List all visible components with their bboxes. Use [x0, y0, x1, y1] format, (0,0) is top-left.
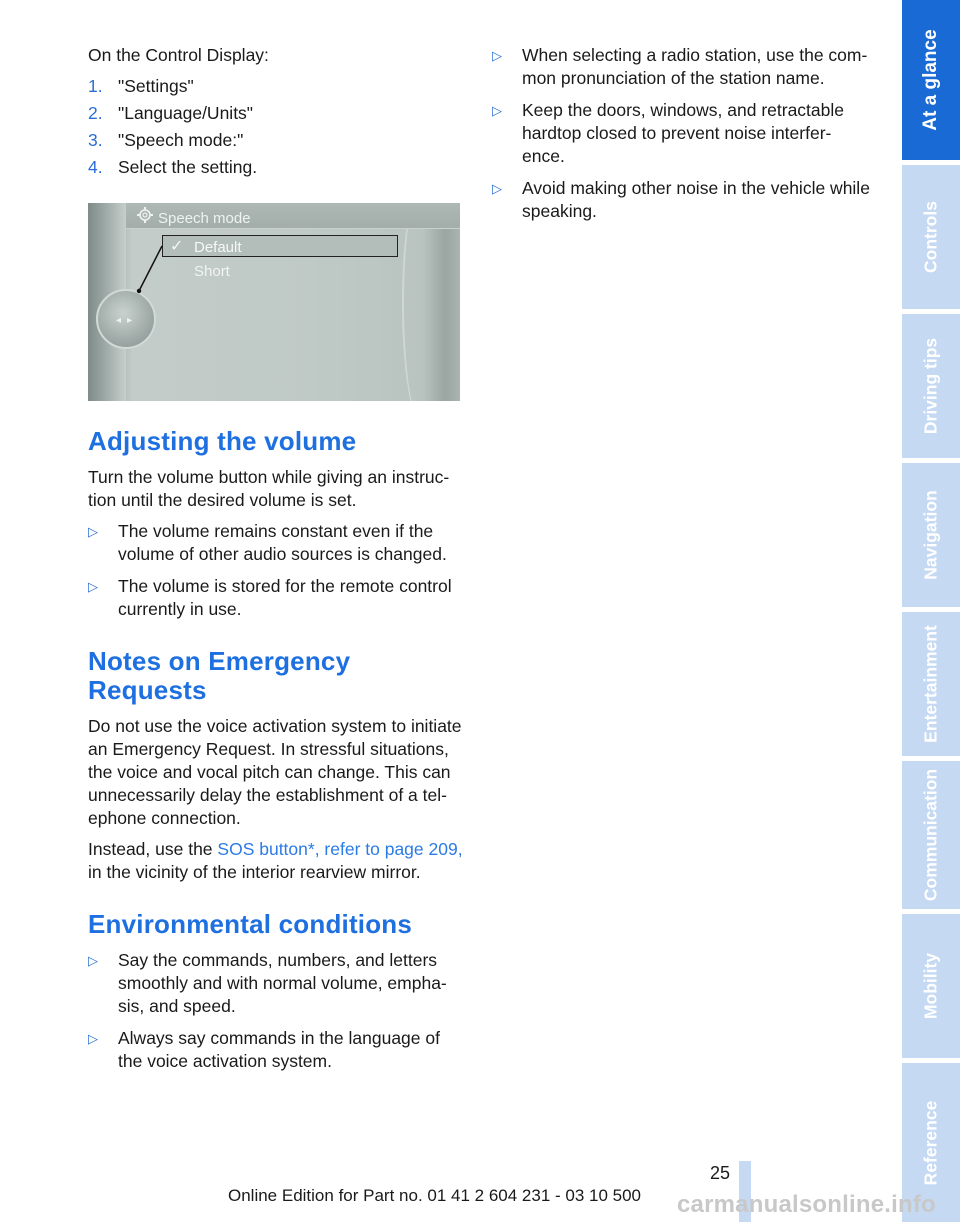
heading-emergency: Notes on Emergency Requests — [88, 646, 351, 705]
tab-communication[interactable]: Communication — [902, 761, 960, 909]
screen-title: Speech mode — [158, 210, 251, 227]
environment-bullets — [88, 949, 464, 1073]
volume-body: Turn the volume button while giving an instruc-tion until the desired volume is set. — [88, 467, 450, 510]
list-item: 4. Select the setting. — [88, 157, 258, 177]
page-number: 25 — [709, 1163, 730, 1183]
heading-environmental: Environmental conditions — [88, 909, 413, 939]
triangle-bullet-icon: ▷ — [88, 524, 98, 539]
check-icon: ✓ — [170, 238, 184, 255]
option-short: Short — [194, 263, 230, 280]
knob-arrows-icon: ◂▸ — [116, 315, 139, 326]
tab-at-a-glance[interactable]: At a glance — [902, 0, 960, 160]
option-default: Default — [194, 239, 242, 256]
triangle-bullet-icon: ▷ — [492, 181, 502, 196]
list-item: ▷ Always say commands in the language of the voice activation system. — [88, 1028, 440, 1071]
list-item: 2. "Language/Units" — [88, 103, 254, 123]
right-column — [492, 44, 872, 232]
sos-button-link[interactable]: SOS button*, refer to page 209, — [217, 839, 463, 859]
list-item: ▷ Keep the doors, windows, and retractable hardtop closed to prevent noise interfer-ence. — [492, 100, 844, 166]
tab-driving-tips[interactable]: Driving tips — [902, 314, 960, 458]
tab-reference[interactable]: Reference — [902, 1063, 960, 1222]
triangle-bullet-icon: ▷ — [88, 1031, 98, 1046]
tab-navigation[interactable]: Navigation — [902, 463, 960, 607]
triangle-bullet-icon: ▷ — [492, 103, 502, 118]
list-item: 3. "Speech mode:" — [88, 130, 244, 150]
speech-mode-screen-illustration — [88, 203, 460, 401]
leader-line — [88, 203, 460, 401]
steps-list — [88, 75, 464, 179]
volume-bullets — [88, 520, 464, 621]
intro-text: On the Control Display: — [88, 45, 269, 65]
tab-controls[interactable]: Controls — [902, 165, 960, 309]
list-item: ▷ The volume remains constant even if the volume of other audio sources is changed. — [88, 521, 447, 564]
triangle-bullet-icon: ▷ — [88, 579, 98, 594]
right-bullets — [492, 44, 872, 223]
footer-edition: Online Edition for Part no. 01 41 2 604 231 - 03 10 500 — [228, 1186, 642, 1205]
list-item: 1. "Settings" — [88, 76, 194, 96]
triangle-bullet-icon: ▷ — [492, 48, 502, 63]
list-item: ▷ The volume is stored for the remote control currently in use. — [88, 576, 452, 619]
tab-entertainment[interactable]: Entertainment — [902, 612, 960, 756]
triangle-bullet-icon: ▷ — [88, 953, 98, 968]
list-item: ▷ When selecting a radio station, use the com-mon pronunciation of the station name. — [492, 45, 868, 88]
emergency-instead: Instead, use the SOS button*, refer to page 209, in the vicinity of the interior rearview mirror. — [88, 839, 463, 882]
list-item: ▷ Say the commands, numbers, and letters smoothly and with normal volume, empha-sis, and speed. — [88, 950, 447, 1016]
left-column — [88, 44, 464, 1082]
list-item: ▷ Avoid making other noise in the vehicle while speaking. — [492, 178, 870, 221]
heading-adjusting-volume: Adjusting the volume — [88, 426, 357, 456]
emergency-body: Do not use the voice activation system to initiate an Emergency Request. In stressful situations, the voice and vocal pitch can change. This can unnecessarily delay the establishment of a tel-ephone connection. — [88, 716, 462, 828]
tab-mobility[interactable]: Mobility — [902, 914, 960, 1058]
watermark: carmanualsonline.info — [677, 1191, 936, 1218]
